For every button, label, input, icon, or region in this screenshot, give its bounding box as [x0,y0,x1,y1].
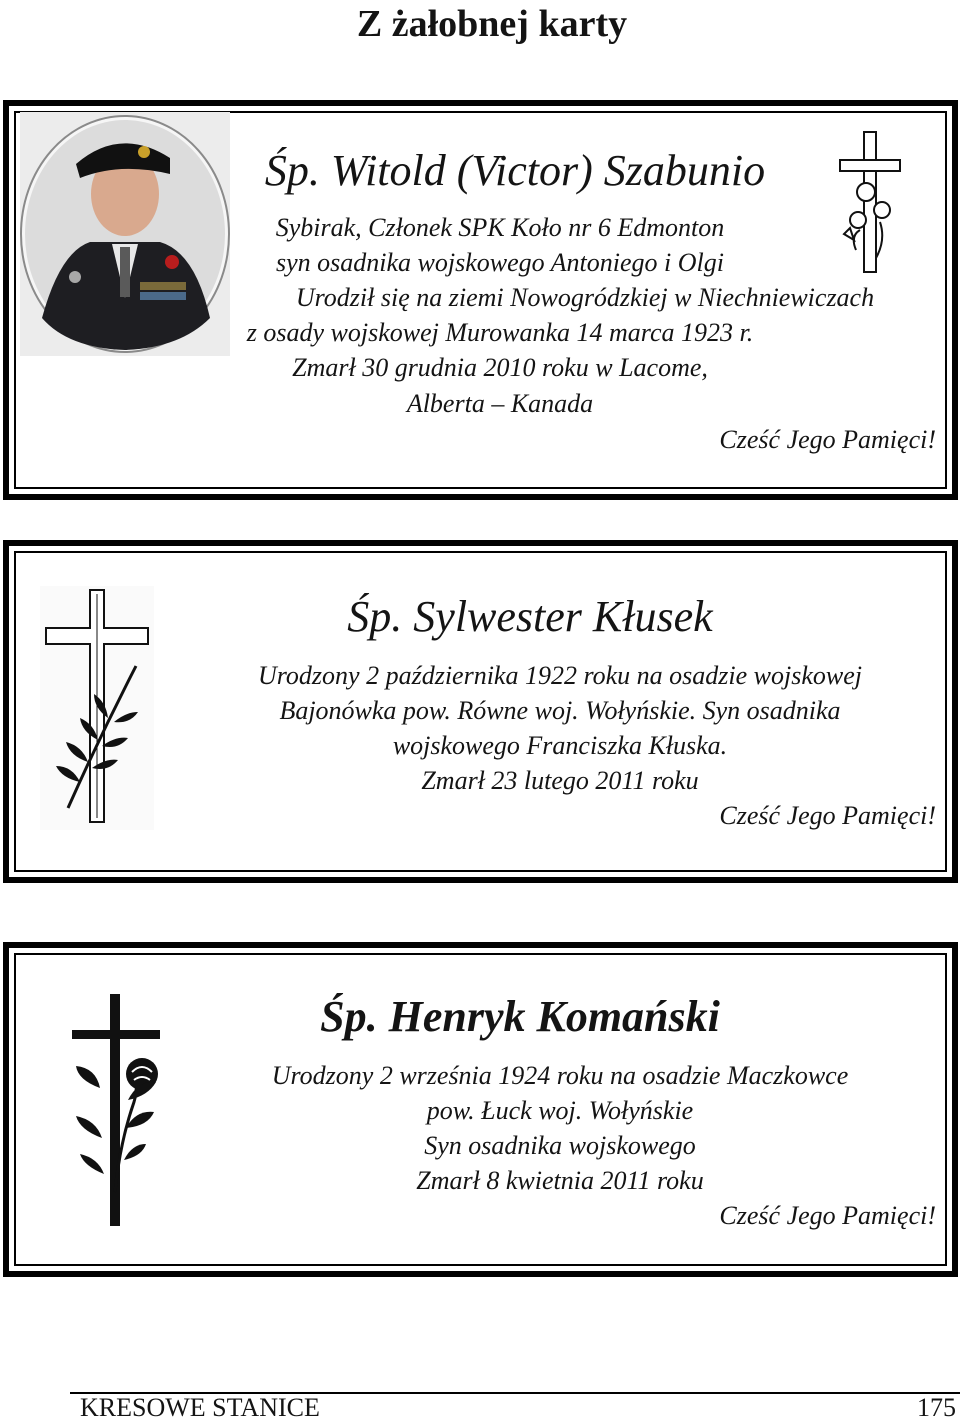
bio-line: Syn osadnika wojskowego [424,1131,696,1160]
bio-line: Zmarł 8 kwietnia 2011 roku [416,1166,704,1195]
portrait-photo [20,112,230,356]
bio-line: Alberta – Kanada [406,389,594,418]
bio-line: pow. Łuck woj. Wołyńskie [426,1096,694,1125]
bio-line: Zmarł 23 lutego 2011 roku [421,766,699,795]
closing-line: Cześć Jego Pamięci! [719,1201,936,1230]
bio-line: Urodził się na ziemi Nowogródzkiej w Niechniewiczach [295,283,875,312]
deceased-name: Śp. Witold (Victor) Szabunio [264,146,766,195]
bio-line: Bajonówka pow. Równe woj. Wołyńskie. Syn osadnika [279,696,841,725]
closing-line: Cześć Jego Pamięci! [719,425,936,454]
bio-line: wojskowego Franciszka Kłuska. [392,731,728,760]
page-number: 175 [917,1393,956,1422]
page-title: Z żałobnej karty [356,3,628,45]
bio-line: syn osadnika wojskowego Antoniego i Olgi [276,248,724,277]
bio-line: z osady wojskowej Murowanka 14 marca 1923 r. [246,318,754,347]
footer-publication: KRESOWE STANICE [80,1393,320,1422]
cross-with-roses-icon [836,130,906,275]
bio-line: Urodzony 2 września 1924 roku na osadzie Maczkowce [271,1061,849,1090]
deceased-name: Śp. Sylwester Kłusek [347,592,713,641]
bio-line: Sybirak, Członek SPK Koło nr 6 Edmonton [275,213,725,242]
bio-line: Urodzony 2 października 1922 roku na osadzie wojskowej [258,661,862,690]
closing-line: Cześć Jego Pamięci! [719,801,936,830]
deceased-name: Śp. Henryk Komański [320,992,720,1041]
bio-line: Zmarł 30 grudnia 2010 roku w Lacome, [292,353,708,382]
